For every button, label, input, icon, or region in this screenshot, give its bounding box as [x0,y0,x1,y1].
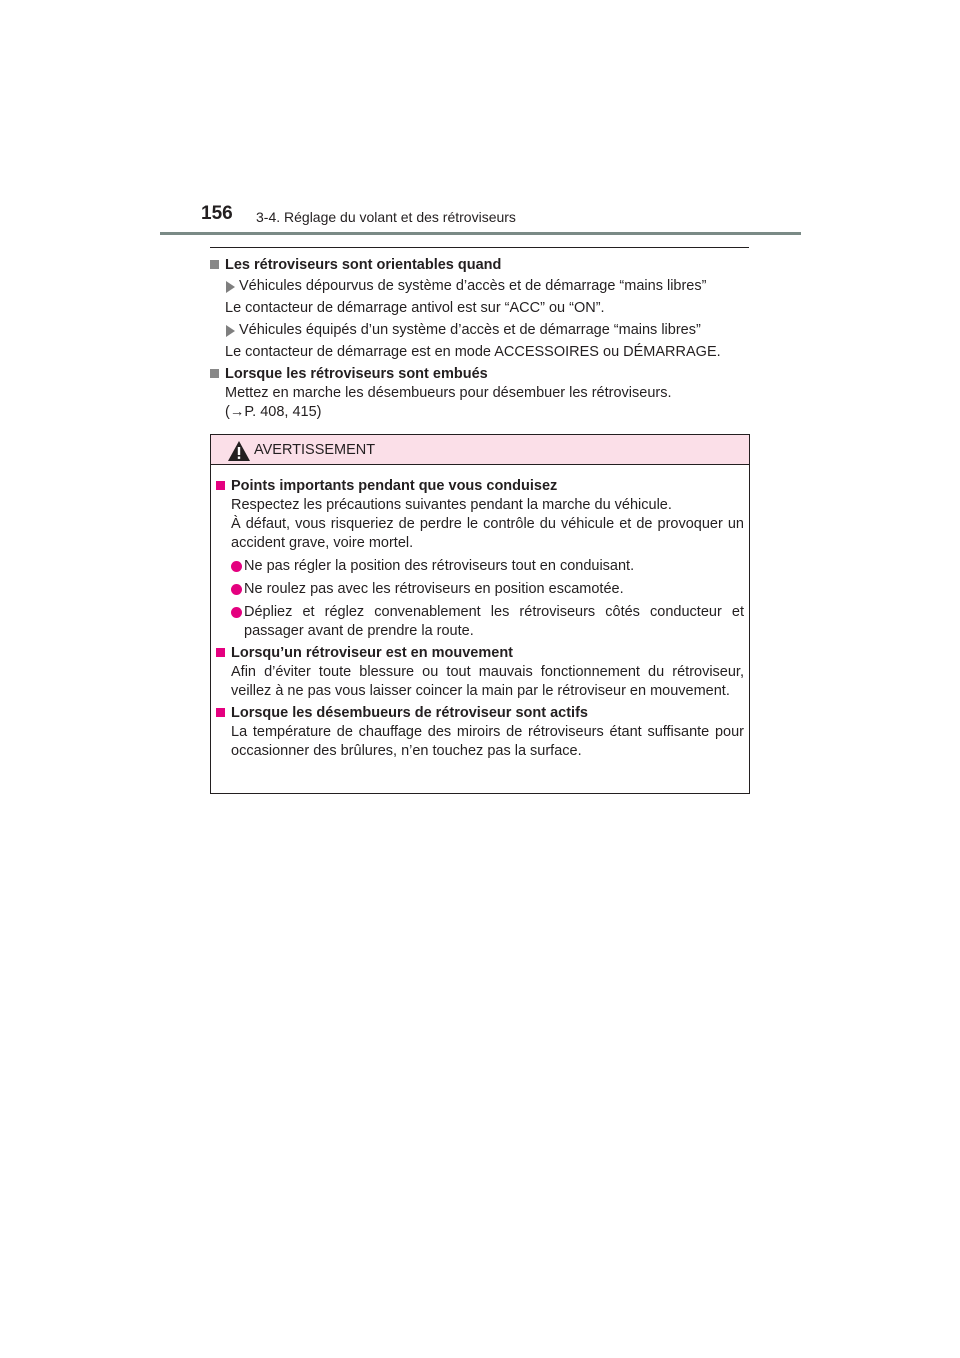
section-heading [210,256,750,275]
item-text: Ne pas régler la position des rétroviseurs tout en conduisant. [244,558,635,574]
triangle-bullet-icon [226,325,235,337]
paragraph: Le contacteur de démarrage antivol est sur “ACC” ou “ON”. [225,300,605,316]
list-item [210,277,750,296]
paragraph: Afin d’éviter toute blessure ou tout mauvais fonctionnement du rétroviseur, veillez à ne pas vous laisser coincer la main par le rétroviseur en mouvement. [231,664,744,699]
circle-bullet-icon [231,561,242,572]
list-item [210,321,750,340]
paragraph: La température de chauffage des miroirs de rétroviseurs étant suffisante pour occasionner des brûlures, n’en touchez pas la surface. [231,724,744,759]
square-bullet-icon [210,260,219,269]
circle-bullet-icon [231,584,242,595]
list-item [216,557,744,576]
item-text: Ne roulez pas avec les rétroviseurs en position escamotée. [244,581,624,597]
square-bullet-icon [216,708,225,717]
paragraph: Le contacteur de démarrage est en mode ACCESSOIRES ou DÉMARRAGE. [225,344,721,360]
warning-heading [216,644,744,663]
list-item [216,580,744,599]
warning-box [210,434,750,794]
item-text: Dépliez et réglez convenablement les rétroviseurs côtés conducteur et passager avant de prendre la route. [244,604,744,639]
heading-text: Lorsque les rétroviseurs sont embués [225,366,488,382]
square-bullet-icon [210,369,219,378]
page-reference: (→P. 408, 415) [225,404,322,420]
section-title: 3-4. Réglage du volant et des rétroviseurs [256,209,516,225]
page-number: 156 [201,203,233,224]
item-text: Véhicules dépourvus de système d’accès et de démarrage “mains libres” [239,278,707,294]
heading-text: Lorsqu’un rétroviseur est en mouvement [231,645,514,661]
square-bullet-icon [216,648,225,657]
paragraph: Mettez en marche les désembueurs pour désembuer les rétroviseurs. [225,385,672,401]
warning-heading [216,704,744,723]
warning-heading [216,477,744,496]
heading-text: Points importants pendant que vous conduisez [231,478,558,494]
list-item [216,603,744,641]
warning-header [211,435,749,465]
header-divider [160,232,801,235]
warning-title: AVERTISSEMENT [254,442,376,458]
warning-icon [227,440,251,462]
warning-body [216,477,744,761]
content-divider [210,247,749,248]
circle-bullet-icon [231,607,242,618]
main-content [210,256,750,422]
triangle-bullet-icon [226,281,235,293]
paragraph: Respectez les précautions suivantes pendant la marche du véhicule. [231,497,672,513]
paragraph: À défaut, vous risqueriez de perdre le contrôle du véhicule et de provoquer un accident grave, voire mortel. [231,516,744,551]
heading-text: Lorsque les désembueurs de rétroviseur sont actifs [231,705,588,721]
section-heading [210,365,750,384]
heading-text: Les rétroviseurs sont orientables quand [225,257,502,273]
item-text: Véhicules équipés d’un système d’accès et de démarrage “mains libres” [239,322,701,338]
square-bullet-icon [216,481,225,490]
